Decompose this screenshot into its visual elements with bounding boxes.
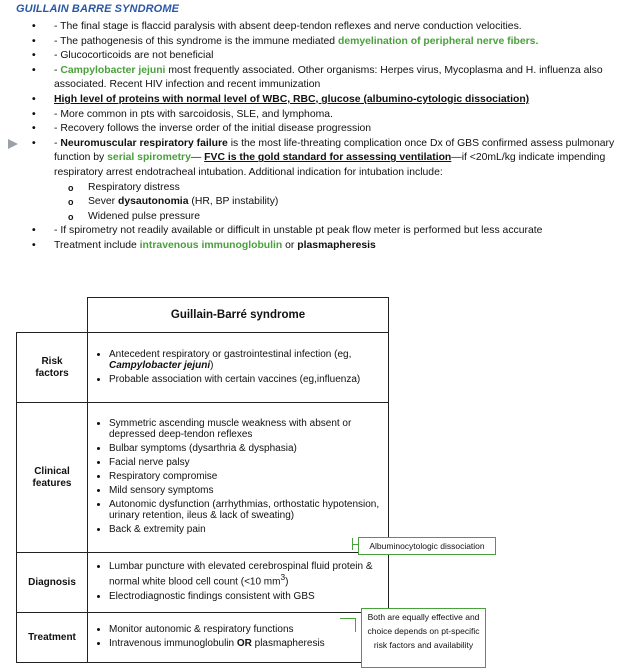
list-item: • Monitor autonomic & respiratory functions (109, 624, 383, 635)
list-item: • - Glucocorticoids are not beneficial (32, 50, 214, 62)
annotation-treatment-note: Both are equally effective and choice depends on pt-specific risk factors and availability (361, 608, 486, 668)
list-item: • - More common in pts with sarcoidosis, SLE, and lymphoma. (32, 108, 333, 120)
list-item: • Symmetric ascending muscle weakness with absent or depressed deep-tendon reflexes (109, 418, 383, 440)
list-item: • Respiratory compromise (109, 471, 383, 482)
list-item: • - Recovery follows the inverse order of the initial disease progression (32, 123, 372, 135)
row-label-treatment: Treatment (17, 613, 88, 663)
list-item: • - Neuromuscular respiratory failure is the most life-threating complication once Dx of GBS confirmed assess pulmonary function by serial spirometry— FVC is the gold standard for assessing ventilation—if <20mL/kg indicate impending respiratory arrest endotracheal intubation. Additional indication for intubation include: (14, 137, 626, 181)
list-item: o Sever dysautonomia (HR, BP instability) (68, 196, 279, 208)
list-item: • - If spirometry not readily available or difficult in unstable pt peak flow meter is performed but less accurate (32, 225, 543, 237)
table-row (17, 613, 389, 663)
row-label-diagnosis: Diagnosis (17, 553, 88, 613)
list-item: • Back & extremity pain (109, 524, 383, 535)
list-item: o Respiratory distress (68, 181, 180, 193)
list-item: • Intravenous immunoglobulin OR plasmapheresis (109, 638, 383, 649)
row-label-clinical: Clinical features (17, 403, 88, 553)
table-header: Guillain-Barré syndrome (88, 298, 389, 333)
annotation-leader-line (340, 618, 356, 619)
row-label-risk: Risk factors (17, 333, 88, 403)
annotation-albuminocytologic: Albuminocytologic dissociation (358, 537, 496, 555)
table-row (17, 553, 389, 613)
list-item: • Mild sensory symptoms (109, 485, 383, 496)
list-item: • - The pathogenesis of this syndrome is the immune mediated demyelination of peripheral nerve fibers. (32, 35, 539, 47)
gbs-summary-table (16, 297, 389, 663)
arrow-marker-icon (8, 139, 18, 149)
list-item: • Electrodiagnostic findings consistent with GBS (109, 591, 383, 602)
list-item: • Treatment include intravenous immunoglobulin or plasmapheresis (32, 239, 376, 251)
list-item: o Widened pulse pressure (68, 210, 201, 222)
list-item: • Autonomic dysfunction (arrhythmias, orthostatic hypotension, urinary retention, ileus & lack of sweating) (109, 499, 383, 521)
list-item: • Bulbar symptoms (dysarthria & dysphasia) (109, 443, 383, 454)
annotation-leader-line (355, 618, 356, 632)
page-title: GUILLAIN BARRE SYNDROME (16, 3, 180, 15)
list-item: • - The final stage is flaccid paralysis with absent deep-tendon reflexes and nerve conduction velocities. (32, 21, 522, 32)
notes-list (14, 20, 626, 254)
list-item: • High level of proteins with normal level of WBC, RBC, glucose (albumino-cytologic dissociation) (32, 93, 530, 105)
list-item: • Probable association with certain vaccines (eg,influenza) (109, 374, 383, 385)
list-item: • Lumbar puncture with elevated cerebrospinal fluid protein & normal white blood cell count (<10 $mm^3$) (109, 561, 383, 587)
list-item: • Facial nerve palsy (109, 457, 383, 468)
table-row (17, 403, 389, 553)
list-item: • Antecedent respiratory or gastrointestinal infection (eg, Campylobacter jejuni) (109, 349, 383, 371)
list-item: • - Campylobacter jejuni most frequently associated. Other organisms: Herpes virus, Mycoplasma and H. influenza also associated. Recent HIV infection and recent immunization (32, 64, 603, 91)
table-row (17, 333, 389, 403)
